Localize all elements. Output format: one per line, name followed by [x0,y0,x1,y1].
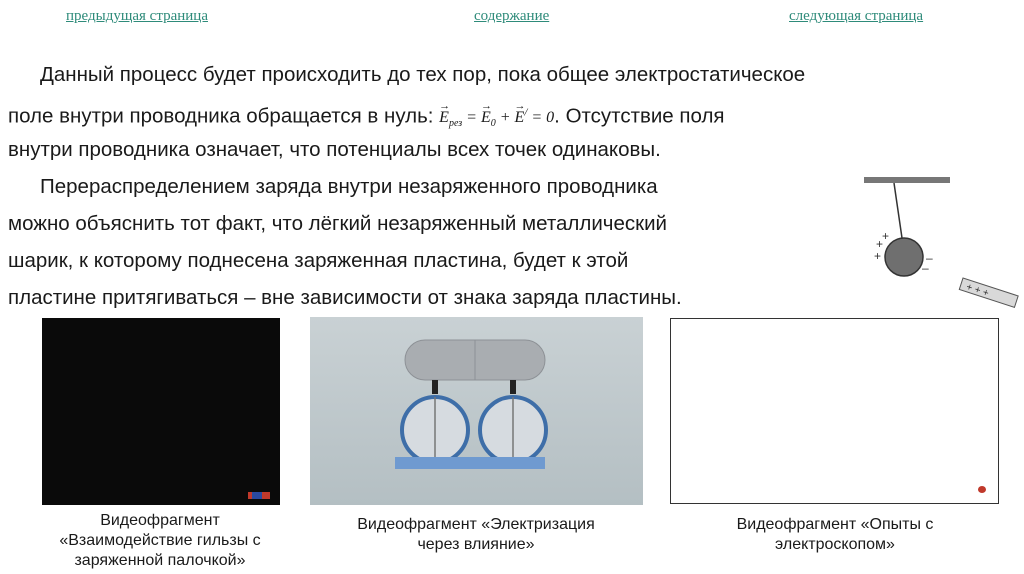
charged-plate [959,278,1018,308]
formula-eq1: = [462,109,481,127]
formula-sub-res: рез [448,118,463,130]
formula-eq2: = 0 [527,109,555,127]
formula-sub-0: 0 [490,118,496,130]
nav-contents-link[interactable]: содержание [474,8,550,24]
formula-e-res: → E [439,100,449,136]
nav-prev-page-link[interactable]: предыдущая страница [66,8,208,24]
caption-video-2-line-1: Видеофрагмент «Электризация [357,516,595,533]
field-formula [439,107,555,130]
video-fragment-1[interactable] [42,318,280,505]
formula-plus: + [495,109,515,127]
text-line-6: шарик, к которому поднесена заряженная пластина, будет к этой [8,249,629,272]
metal-ball [885,238,923,276]
ball-charge-plus-2: + [882,229,890,243]
formula-e-prime: → E [515,100,525,136]
formula-prime: / [524,107,528,119]
text-line-2-start: поле внутри проводника обращается в нуль: [8,104,440,128]
suspension-bar [864,177,950,183]
text-line-1: Данный процесс будет происходить до тех пор, пока общее электростатическое [40,63,806,86]
caption-video-3-line-1: Видеофрагмент «Опыты с [736,516,934,533]
video-fragment-2[interactable] [310,317,643,505]
formula-e-0: → E [481,100,491,136]
ball-charge-minus-1: – [926,251,933,265]
video-1-watermark-part [252,492,262,499]
caption-video-2 [306,515,646,555]
electroscopes-scene [310,317,643,505]
text-line-7: пластине притягиваться – вне зависимости от знака заряда пластины. [8,286,682,309]
ball-charge-plus-1: + [876,237,884,251]
text-line-5: можно объяснить тот факт, что лёгкий незаряженный металлический [8,212,668,235]
electroscope-base [395,457,545,469]
pendulum-thread [894,183,902,238]
caption-video-2-line-2: через влияние» [417,536,535,553]
ball-charge-minus-2: – [922,261,929,275]
caption-video-1 [20,511,300,571]
nav-next-page-link[interactable]: следующая страница [789,8,924,24]
caption-video-3-line-2: электроскопом» [775,536,895,553]
text-line-3: внутри проводника означает, что потенциалы всех точек одинаковы. [8,138,661,161]
stand-right-top [510,380,516,394]
ball-charge-plus-3: + [874,249,882,263]
plate-charges: + + + [964,281,991,300]
text-line-4: Перераспределением заряда внутри незаряженного проводника [40,175,658,198]
caption-video-1-line-3: заряженной палочкой» [74,552,246,569]
stand-left-top [432,380,438,394]
caption-video-3 [670,515,1000,555]
caption-video-1-line-2: «Взаимодействие гильзы с [59,532,261,549]
caption-video-1-line-1: Видеофрагмент [100,512,220,529]
video-3-marker [978,486,986,493]
pendulum-illustration [858,170,1024,320]
video-fragment-3[interactable] [670,318,999,504]
text-line-2-end: . Отсутствие поля [554,104,725,128]
